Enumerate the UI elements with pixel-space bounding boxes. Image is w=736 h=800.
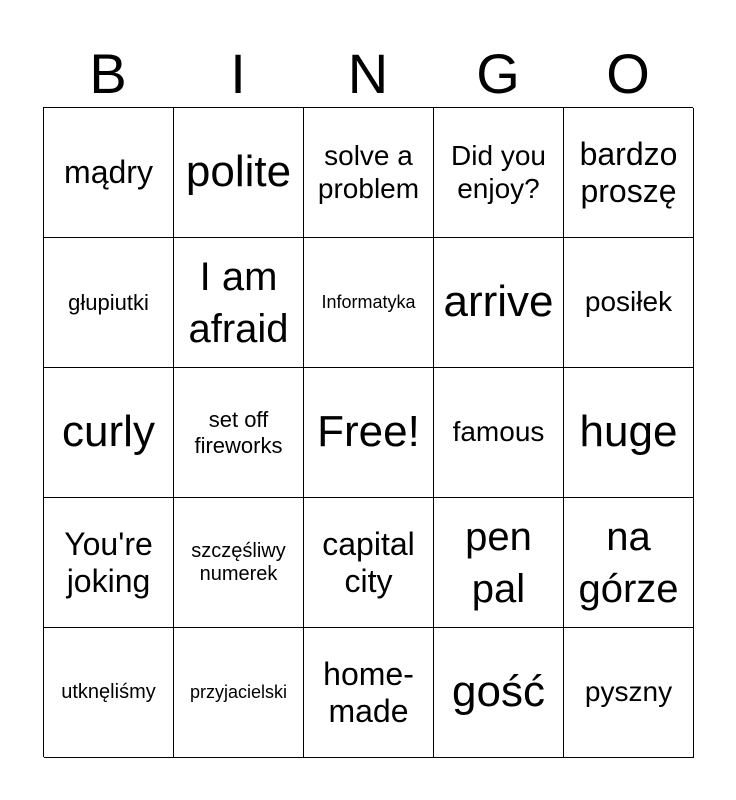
bingo-cell[interactable] [44,628,174,758]
cell-text: głupiutki [68,289,149,315]
bingo-cell[interactable] [434,628,564,758]
bingo-cell[interactable] [564,498,694,628]
header-letter-o: O [606,42,650,105]
cell-text: na górze [578,514,679,611]
bingo-cell[interactable] [44,498,174,628]
cell-text: bardzo proszę [579,135,678,209]
bingo-cell[interactable] [304,498,434,628]
bingo-cell[interactable] [174,628,304,758]
cell-text: famous [452,416,545,448]
bingo-cell[interactable] [434,498,564,628]
cell-text: home-made [323,655,414,729]
cell-text: I am afraid [188,254,289,351]
header-letter-i: I [230,42,246,105]
bingo-cell[interactable] [564,628,694,758]
bingo-cell[interactable] [434,238,564,368]
header-letter-g: G [476,42,520,105]
cell-text: arrive [443,277,554,327]
cell-text: utknęliśmy [61,681,156,703]
cell-text: pen pal [465,514,532,611]
bingo-cell[interactable] [174,108,304,238]
bingo-cell[interactable] [304,238,434,368]
cell-text: przyjacielski [189,682,288,703]
cell-text: Free! [317,407,420,457]
cell-text: Did you enjoy? [451,140,546,204]
bingo-cell[interactable] [174,368,304,498]
cell-text: polite [185,147,292,197]
bingo-cell[interactable] [174,498,304,628]
header-letter-n: N [347,42,389,105]
cell-text: curly [62,407,155,457]
bingo-cell[interactable] [304,628,434,758]
bingo-cell[interactable] [564,368,694,498]
bingo-cell[interactable] [434,368,564,498]
cell-text: huge [579,407,678,457]
cell-text: posiłek [584,286,673,318]
cell-text: capital city [322,525,415,599]
cell-text: Informatyka [321,292,416,313]
bingo-cell[interactable] [44,368,174,498]
cell-text: solve a problem [317,140,420,204]
bingo-cell[interactable] [564,108,694,238]
bingo-cell[interactable] [174,238,304,368]
bingo-cell[interactable] [44,238,174,368]
cell-text: You're joking [64,525,153,599]
bingo-header [43,40,693,108]
cell-text: szczęśliwy numerek [191,539,286,585]
bingo-cell[interactable] [304,108,434,238]
bingo-cell[interactable] [434,108,564,238]
cell-text: set off fireworks [194,407,283,458]
cell-text: gość [452,667,545,717]
bingo-cell[interactable] [44,108,174,238]
cell-text: pyszny [584,676,673,708]
free-space-cell[interactable] [304,368,434,498]
cell-text: mądry [64,154,153,191]
bingo-cell[interactable] [564,238,694,368]
bingo-board [43,107,693,757]
header-letter-b: B [89,42,127,105]
